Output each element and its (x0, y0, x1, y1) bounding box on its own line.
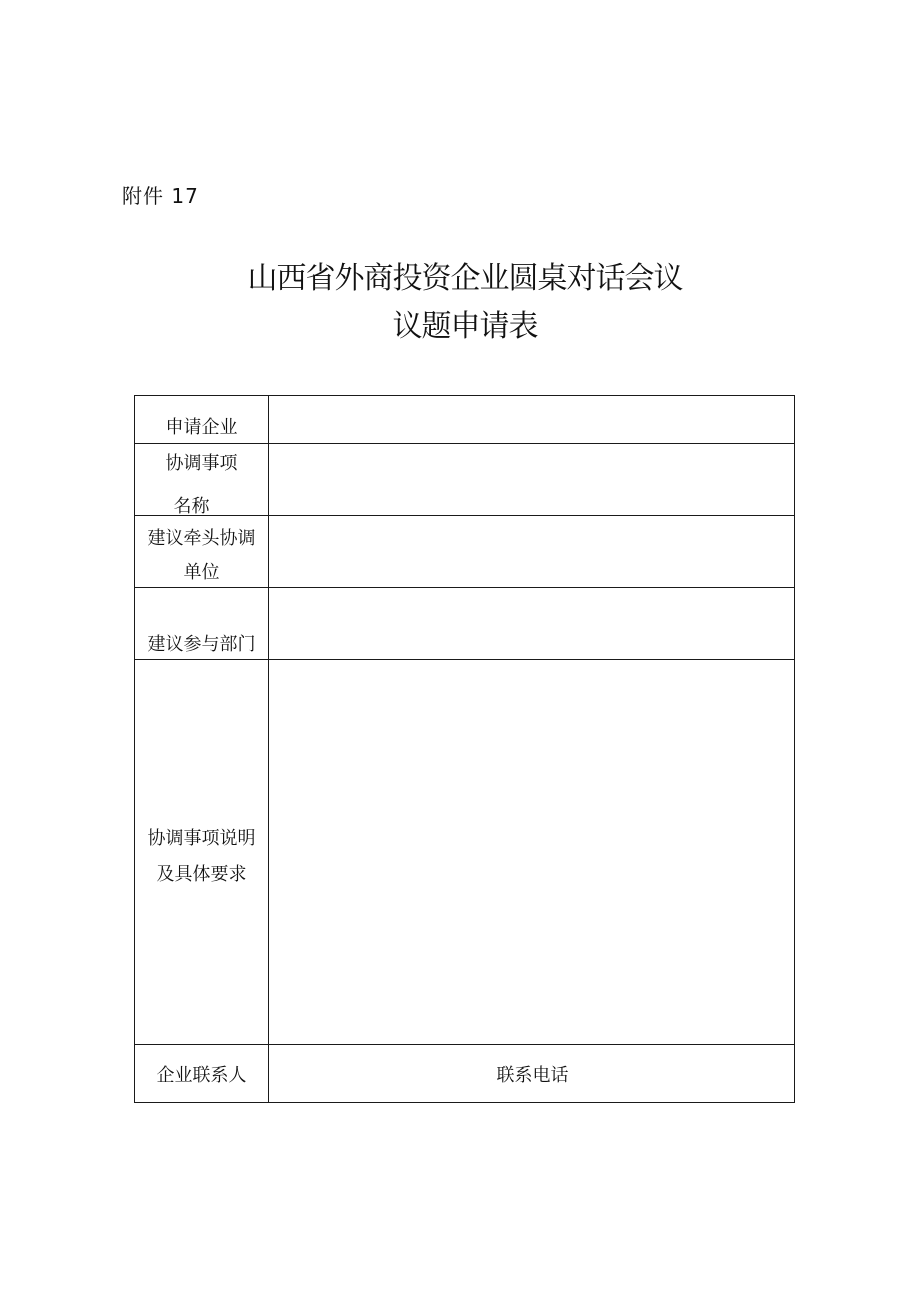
lead-unit-label-line1: 建议牵头协调 (147, 528, 256, 549)
item-name-label-line2: 名称 (173, 496, 210, 516)
description-value-cell[interactable] (269, 660, 795, 1045)
lead-unit-value-cell[interactable] (269, 516, 795, 588)
participating-dept-label: 建议参与部门 (147, 634, 256, 655)
item-name-label-line1: 协调事项 (165, 453, 238, 474)
form-title-line2: 议题申请表 (392, 309, 538, 344)
row-description (135, 660, 795, 1045)
description-label-line2: 及具体要求 (156, 864, 247, 885)
lead-unit-label-line2: 单位 (183, 562, 220, 583)
participating-dept-label-cell (135, 588, 269, 660)
applicant-value-cell[interactable] (269, 396, 795, 444)
participating-dept-value-cell[interactable] (269, 588, 795, 660)
contact-label-cell (135, 1045, 269, 1103)
row-applicant (135, 396, 795, 444)
contact-person-label: 企业联系人 (156, 1065, 247, 1086)
row-lead-unit (135, 516, 795, 588)
lead-unit-label-cell (135, 516, 269, 588)
applicant-label: 申请企业 (165, 417, 238, 438)
item-name-value-cell[interactable] (269, 444, 795, 516)
contact-phone-label: 联系电话 (496, 1065, 569, 1086)
application-form-table (134, 395, 795, 1103)
row-item-name (135, 444, 795, 516)
contact-phone-cell[interactable] (269, 1045, 795, 1103)
description-label-cell (135, 660, 269, 1045)
attachment-label: 附件 17 (122, 184, 199, 208)
row-participating-dept (135, 588, 795, 660)
form-title-line1: 山西省外商投资企业圆桌对话会议 (247, 261, 683, 296)
description-label-line1: 协调事项说明 (147, 828, 256, 849)
row-contact (135, 1045, 795, 1103)
item-name-label-cell (135, 444, 269, 516)
applicant-label-cell (135, 396, 269, 444)
